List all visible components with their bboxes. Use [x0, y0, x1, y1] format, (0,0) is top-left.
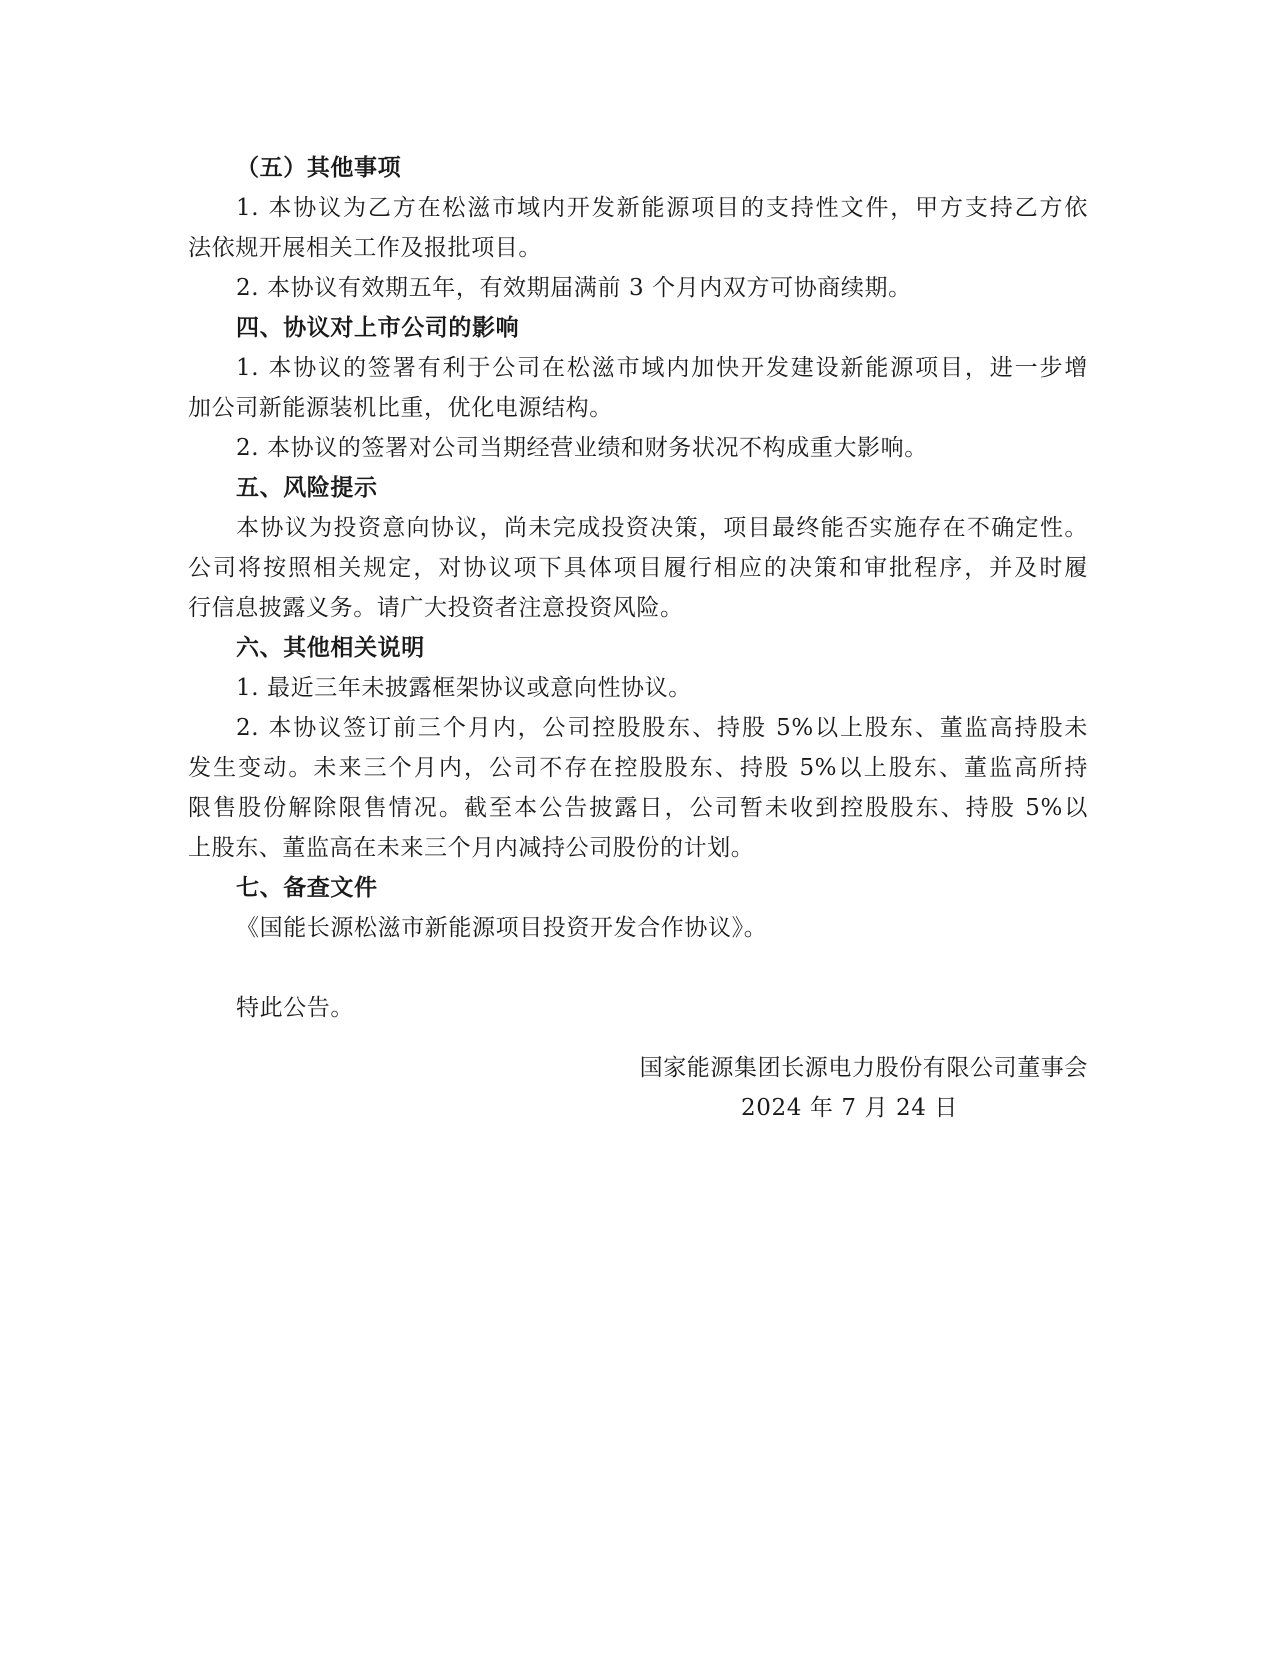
signature-organization: 国家能源集团长源电力股份有限公司董事会 [639, 1055, 1088, 1081]
paragraph-line: 限售股份解除限售情况。截至本公告披露日，公司暂未收到控股股东、持股 5%以 [188, 795, 1088, 821]
section-heading-impact: 四、协议对上市公司的影响 [236, 315, 520, 341]
paragraph-line: 1. 本协议的签署有利于公司在松滋市域内加快开发建设新能源项目，进一步增 [236, 355, 1088, 381]
paragraph-line: 2. 本协议有效期五年，有效期届满前 3 个月内双方可协商续期。 [236, 275, 912, 301]
paragraph-line: 2. 本协议的签署对公司当期经营业绩和财务状况不构成重大影响。 [236, 435, 928, 461]
paragraph-line: 1. 本协议为乙方在松滋市域内开发新能源项目的支持性文件，甲方支持乙方依 [236, 195, 1088, 221]
section-heading-other-matters: （五）其他事项 [236, 155, 402, 181]
section-heading-other-notes: 六、其他相关说明 [236, 635, 425, 661]
spacer [188, 948, 1088, 988]
paragraph-line: 上股东、董监高在未来三个月内减持公司股份的计划。 [188, 835, 755, 861]
closing-statement: 特此公告。 [236, 995, 354, 1021]
section-heading-reference-docs: 七、备查文件 [236, 875, 378, 901]
paragraph-line: 1. 最近三年未披露框架协议或意向性协议。 [236, 675, 692, 701]
paragraph-line: 发生变动。未来三个月内，公司不存在控股股东、持股 5%以上股东、董监高所持 [188, 755, 1088, 781]
paragraph-line: 加公司新能源装机比重，优化电源结构。 [188, 395, 613, 421]
paragraph-line: 《国能长源松滋市新能源项目投资开发合作协议》。 [236, 915, 768, 941]
paragraph-line: 公司将按照相关规定，对协议项下具体项目履行相应的决策和审批程序，并及时履 [188, 555, 1088, 581]
paragraph-line: 法依规开展相关工作及报批项目。 [188, 235, 542, 261]
section-heading-risk: 五、风险提示 [236, 475, 378, 501]
signature-date: 2024 年 7 月 24 日 [741, 1095, 958, 1121]
paragraph-line: 本协议为投资意向协议，尚未完成投资决策，项目最终能否实施存在不确定性。 [236, 515, 1088, 541]
document-page [188, 148, 1088, 1128]
paragraph-line: 2. 本协议签订前三个月内，公司控股股东、持股 5%以上股东、董监高持股未 [236, 715, 1088, 741]
paragraph-line: 行信息披露义务。请广大投资者注意投资风险。 [188, 595, 684, 621]
